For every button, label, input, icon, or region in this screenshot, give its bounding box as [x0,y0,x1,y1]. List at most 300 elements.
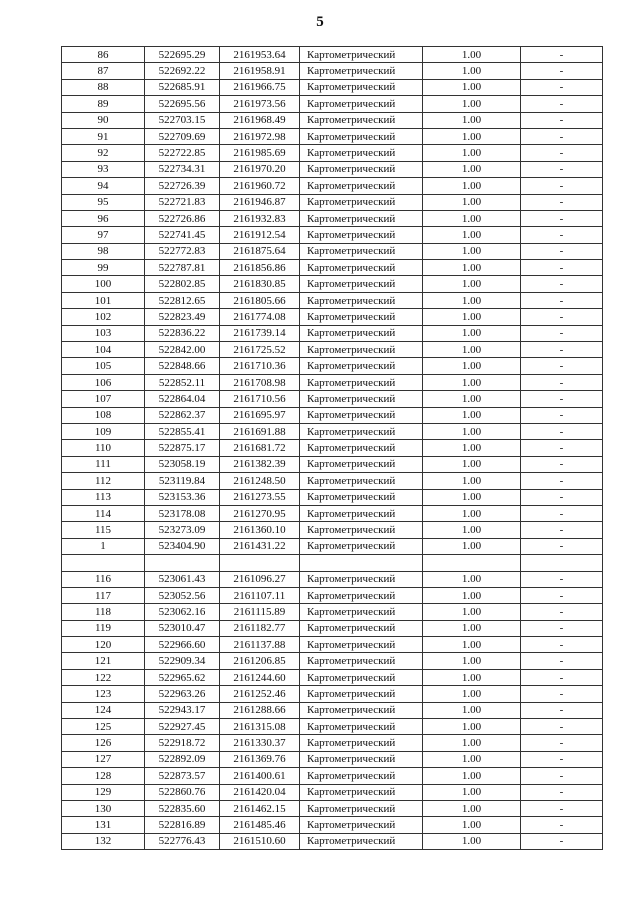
x-coordinate-cell: 522776.43 [145,833,220,849]
y-coordinate-cell: 2161248.50 [220,473,300,489]
accuracy-cell: 1.00 [423,833,521,849]
note-cell: - [521,47,603,63]
method-cell: Картометрический [300,751,423,767]
method-cell: Картометрический [300,309,423,325]
x-coordinate-cell: 522722.85 [145,145,220,161]
method-cell: Картометрический [300,407,423,423]
table-row [62,505,603,521]
y-coordinate-cell: 2161382.39 [220,456,300,472]
table-row [62,587,603,603]
y-coordinate-cell: 2161691.88 [220,423,300,439]
point-number-cell: 117 [62,587,145,603]
note-cell: - [521,735,603,751]
note-cell: - [521,637,603,653]
point-number-cell: 101 [62,292,145,308]
y-coordinate-cell: 2161960.72 [220,178,300,194]
method-cell: Картометрический [300,96,423,112]
point-number-cell: 121 [62,653,145,669]
method-cell: Картометрический [300,178,423,194]
table-row [62,571,603,587]
accuracy-cell: 1.00 [423,309,521,325]
accuracy-cell: 1.00 [423,522,521,538]
accuracy-cell: 1.00 [423,128,521,144]
method-cell: Картометрический [300,735,423,751]
point-number-cell: 96 [62,210,145,226]
note-cell: - [521,161,603,177]
table-row [62,620,603,636]
note-cell: - [521,817,603,833]
method-cell: Картометрический [300,604,423,620]
method-cell: Картометрический [300,538,423,554]
table-row [62,391,603,407]
table-row [62,227,603,243]
accuracy-cell: 1.00 [423,735,521,751]
note-cell: - [521,374,603,390]
x-coordinate-cell: 522812.65 [145,292,220,308]
table-row [62,702,603,718]
point-number-cell: 100 [62,276,145,292]
x-coordinate-cell: 522802.85 [145,276,220,292]
y-coordinate-cell: 2161695.97 [220,407,300,423]
table-row [62,538,603,554]
accuracy-cell: 1.00 [423,423,521,439]
note-cell: - [521,768,603,784]
y-coordinate-cell: 2161137.88 [220,637,300,653]
y-coordinate-cell: 2161946.87 [220,194,300,210]
y-coordinate-cell: 2161708.98 [220,374,300,390]
point-number-cell: 119 [62,620,145,636]
accuracy-cell: 1.00 [423,440,521,456]
table-row [62,456,603,472]
empty-cell [145,555,220,571]
method-cell: Картометрический [300,489,423,505]
x-coordinate-cell: 522816.89 [145,817,220,833]
table-row [62,309,603,325]
point-number-cell: 92 [62,145,145,161]
accuracy-cell: 1.00 [423,210,521,226]
point-number-cell: 86 [62,47,145,63]
empty-cell [220,555,300,571]
accuracy-cell: 1.00 [423,669,521,685]
accuracy-cell: 1.00 [423,112,521,128]
note-cell: - [521,751,603,767]
table-row [62,292,603,308]
x-coordinate-cell: 522787.81 [145,260,220,276]
x-coordinate-cell: 522842.00 [145,342,220,358]
accuracy-cell: 1.00 [423,637,521,653]
table-spacer-row [62,555,603,571]
method-cell: Картометрический [300,374,423,390]
method-cell: Картометрический [300,423,423,439]
accuracy-cell: 1.00 [423,145,521,161]
y-coordinate-cell: 2161369.76 [220,751,300,767]
note-cell: - [521,489,603,505]
note-cell: - [521,833,603,849]
note-cell: - [521,178,603,194]
x-coordinate-cell: 522741.45 [145,227,220,243]
y-coordinate-cell: 2161932.83 [220,210,300,226]
table-row [62,719,603,735]
accuracy-cell: 1.00 [423,47,521,63]
table-row [62,522,603,538]
y-coordinate-cell: 2161360.10 [220,522,300,538]
point-number-cell: 112 [62,473,145,489]
method-cell: Картометрический [300,292,423,308]
table-row [62,751,603,767]
note-cell: - [521,342,603,358]
note-cell: - [521,243,603,259]
accuracy-cell: 1.00 [423,227,521,243]
accuracy-cell: 1.00 [423,63,521,79]
accuracy-cell: 1.00 [423,571,521,587]
note-cell: - [521,260,603,276]
method-cell: Картометрический [300,768,423,784]
y-coordinate-cell: 2161431.22 [220,538,300,554]
x-coordinate-cell: 523404.90 [145,538,220,554]
method-cell: Картометрический [300,145,423,161]
y-coordinate-cell: 2161710.36 [220,358,300,374]
note-cell: - [521,325,603,341]
accuracy-cell: 1.00 [423,473,521,489]
table-row [62,784,603,800]
note-cell: - [521,440,603,456]
method-cell: Картометрический [300,587,423,603]
point-number-cell: 126 [62,735,145,751]
point-number-cell: 131 [62,817,145,833]
table-row [62,194,603,210]
x-coordinate-cell: 523010.47 [145,620,220,636]
method-cell: Картометрический [300,456,423,472]
table-row [62,47,603,63]
accuracy-cell: 1.00 [423,276,521,292]
method-cell: Картометрический [300,620,423,636]
point-number-cell: 97 [62,227,145,243]
method-cell: Картометрический [300,47,423,63]
y-coordinate-cell: 2161856.86 [220,260,300,276]
table-row [62,833,603,849]
x-coordinate-cell: 522823.49 [145,309,220,325]
table-row [62,473,603,489]
accuracy-cell: 1.00 [423,686,521,702]
x-coordinate-cell: 522685.91 [145,79,220,95]
point-number-cell: 90 [62,112,145,128]
point-number-cell: 105 [62,358,145,374]
empty-cell [300,555,423,571]
x-coordinate-cell: 522860.76 [145,784,220,800]
coordinates-table-body [62,47,603,850]
method-cell: Картометрический [300,128,423,144]
point-number-cell: 114 [62,505,145,521]
point-number-cell: 102 [62,309,145,325]
note-cell: - [521,210,603,226]
y-coordinate-cell: 2161096.27 [220,571,300,587]
x-coordinate-cell: 522966.60 [145,637,220,653]
point-number-cell: 87 [62,63,145,79]
y-coordinate-cell: 2161420.04 [220,784,300,800]
note-cell: - [521,456,603,472]
note-cell: - [521,505,603,521]
method-cell: Картометрический [300,473,423,489]
y-coordinate-cell: 2161182.77 [220,620,300,636]
x-coordinate-cell: 522835.60 [145,800,220,816]
x-coordinate-cell: 522852.11 [145,374,220,390]
method-cell: Картометрический [300,391,423,407]
y-coordinate-cell: 2161968.49 [220,112,300,128]
y-coordinate-cell: 2161330.37 [220,735,300,751]
y-coordinate-cell: 2161252.46 [220,686,300,702]
y-coordinate-cell: 2161485.46 [220,817,300,833]
note-cell: - [521,669,603,685]
method-cell: Картометрический [300,227,423,243]
accuracy-cell: 1.00 [423,604,521,620]
y-coordinate-cell: 2161970.20 [220,161,300,177]
note-cell: - [521,653,603,669]
method-cell: Картометрический [300,210,423,226]
accuracy-cell: 1.00 [423,161,521,177]
method-cell: Картометрический [300,440,423,456]
point-number-cell: 125 [62,719,145,735]
y-coordinate-cell: 2161966.75 [220,79,300,95]
accuracy-cell: 1.00 [423,538,521,554]
accuracy-cell: 1.00 [423,260,521,276]
accuracy-cell: 1.00 [423,784,521,800]
method-cell: Картометрический [300,653,423,669]
accuracy-cell: 1.00 [423,325,521,341]
y-coordinate-cell: 2161973.56 [220,96,300,112]
accuracy-cell: 1.00 [423,358,521,374]
method-cell: Картометрический [300,669,423,685]
x-coordinate-cell: 522695.56 [145,96,220,112]
x-coordinate-cell: 523052.56 [145,587,220,603]
x-coordinate-cell: 522855.41 [145,423,220,439]
note-cell: - [521,423,603,439]
note-cell: - [521,112,603,128]
point-number-cell: 109 [62,423,145,439]
accuracy-cell: 1.00 [423,702,521,718]
accuracy-cell: 1.00 [423,800,521,816]
y-coordinate-cell: 2161710.56 [220,391,300,407]
y-coordinate-cell: 2161739.14 [220,325,300,341]
table-row [62,112,603,128]
table-row [62,63,603,79]
x-coordinate-cell: 522726.39 [145,178,220,194]
method-cell: Картометрический [300,63,423,79]
note-cell: - [521,473,603,489]
accuracy-cell: 1.00 [423,374,521,390]
accuracy-cell: 1.00 [423,243,521,259]
point-number-cell: 93 [62,161,145,177]
x-coordinate-cell: 522848.66 [145,358,220,374]
y-coordinate-cell: 2161958.91 [220,63,300,79]
table-row [62,342,603,358]
method-cell: Картометрический [300,637,423,653]
table-row [62,128,603,144]
x-coordinate-cell: 522963.26 [145,686,220,702]
y-coordinate-cell: 2161774.08 [220,309,300,325]
point-number-cell: 108 [62,407,145,423]
method-cell: Картометрический [300,358,423,374]
point-number-cell: 91 [62,128,145,144]
table-row [62,161,603,177]
accuracy-cell: 1.00 [423,391,521,407]
note-cell: - [521,784,603,800]
note-cell: - [521,128,603,144]
table-row [62,637,603,653]
table-row [62,210,603,226]
x-coordinate-cell: 522692.22 [145,63,220,79]
note-cell: - [521,719,603,735]
x-coordinate-cell: 522726.86 [145,210,220,226]
x-coordinate-cell: 522873.57 [145,768,220,784]
note-cell: - [521,358,603,374]
method-cell: Картометрический [300,702,423,718]
point-number-cell: 107 [62,391,145,407]
point-number-cell: 127 [62,751,145,767]
y-coordinate-cell: 2161681.72 [220,440,300,456]
point-number-cell: 110 [62,440,145,456]
x-coordinate-cell: 523058.19 [145,456,220,472]
note-cell: - [521,194,603,210]
note-cell: - [521,391,603,407]
table-row [62,423,603,439]
point-number-cell: 128 [62,768,145,784]
note-cell: - [521,702,603,718]
note-cell: - [521,227,603,243]
point-number-cell: 116 [62,571,145,587]
table-row [62,325,603,341]
note-cell: - [521,63,603,79]
method-cell: Картометрический [300,342,423,358]
accuracy-cell: 1.00 [423,653,521,669]
note-cell: - [521,522,603,538]
accuracy-cell: 1.00 [423,407,521,423]
note-cell: - [521,620,603,636]
y-coordinate-cell: 2161270.95 [220,505,300,521]
table-row [62,735,603,751]
table-row [62,374,603,390]
note-cell: - [521,79,603,95]
x-coordinate-cell: 522709.69 [145,128,220,144]
method-cell: Картометрический [300,719,423,735]
x-coordinate-cell: 522909.34 [145,653,220,669]
x-coordinate-cell: 522943.17 [145,702,220,718]
point-number-cell: 123 [62,686,145,702]
table-row [62,604,603,620]
page-number: 5 [316,14,324,30]
point-number-cell: 113 [62,489,145,505]
note-cell: - [521,800,603,816]
accuracy-cell: 1.00 [423,194,521,210]
x-coordinate-cell: 523273.09 [145,522,220,538]
point-number-cell: 103 [62,325,145,341]
y-coordinate-cell: 2161400.61 [220,768,300,784]
x-coordinate-cell: 523153.36 [145,489,220,505]
table-row [62,768,603,784]
accuracy-cell: 1.00 [423,489,521,505]
note-cell: - [521,538,603,554]
method-cell: Картометрический [300,686,423,702]
x-coordinate-cell: 522721.83 [145,194,220,210]
point-number-cell: 124 [62,702,145,718]
y-coordinate-cell: 2161830.85 [220,276,300,292]
method-cell: Картометрический [300,784,423,800]
table-row [62,276,603,292]
point-number-cell: 1 [62,538,145,554]
method-cell: Картометрический [300,833,423,849]
table-row [62,79,603,95]
note-cell: - [521,145,603,161]
point-number-cell: 122 [62,669,145,685]
point-number-cell: 89 [62,96,145,112]
point-number-cell: 111 [62,456,145,472]
accuracy-cell: 1.00 [423,620,521,636]
y-coordinate-cell: 2161725.52 [220,342,300,358]
table-row [62,440,603,456]
note-cell: - [521,686,603,702]
note-cell: - [521,309,603,325]
method-cell: Картометрический [300,276,423,292]
point-number-cell: 132 [62,833,145,849]
x-coordinate-cell: 522918.72 [145,735,220,751]
method-cell: Картометрический [300,522,423,538]
table-row [62,243,603,259]
x-coordinate-cell: 522927.45 [145,719,220,735]
point-number-cell: 88 [62,79,145,95]
accuracy-cell: 1.00 [423,342,521,358]
y-coordinate-cell: 2161115.89 [220,604,300,620]
y-coordinate-cell: 2161244.60 [220,669,300,685]
y-coordinate-cell: 2161288.66 [220,702,300,718]
point-number-cell: 99 [62,260,145,276]
y-coordinate-cell: 2161107.11 [220,587,300,603]
point-number-cell: 129 [62,784,145,800]
x-coordinate-cell: 522836.22 [145,325,220,341]
method-cell: Картометрический [300,194,423,210]
x-coordinate-cell: 523119.84 [145,473,220,489]
y-coordinate-cell: 2161912.54 [220,227,300,243]
accuracy-cell: 1.00 [423,817,521,833]
point-number-cell: 104 [62,342,145,358]
accuracy-cell: 1.00 [423,719,521,735]
y-coordinate-cell: 2161273.55 [220,489,300,505]
table-row [62,686,603,702]
x-coordinate-cell: 522862.37 [145,407,220,423]
accuracy-cell: 1.00 [423,79,521,95]
accuracy-cell: 1.00 [423,505,521,521]
y-coordinate-cell: 2161985.69 [220,145,300,161]
method-cell: Картометрический [300,571,423,587]
y-coordinate-cell: 2161462.15 [220,800,300,816]
point-number-cell: 120 [62,637,145,653]
table-row [62,653,603,669]
point-number-cell: 98 [62,243,145,259]
table-row [62,145,603,161]
accuracy-cell: 1.00 [423,768,521,784]
x-coordinate-cell: 522703.15 [145,112,220,128]
method-cell: Картометрический [300,260,423,276]
accuracy-cell: 1.00 [423,456,521,472]
table-row [62,817,603,833]
point-number-cell: 94 [62,178,145,194]
y-coordinate-cell: 2161875.64 [220,243,300,259]
point-number-cell: 106 [62,374,145,390]
x-coordinate-cell: 522875.17 [145,440,220,456]
y-coordinate-cell: 2161315.08 [220,719,300,735]
x-coordinate-cell: 522695.29 [145,47,220,63]
empty-cell [521,555,603,571]
method-cell: Картометрический [300,243,423,259]
note-cell: - [521,407,603,423]
